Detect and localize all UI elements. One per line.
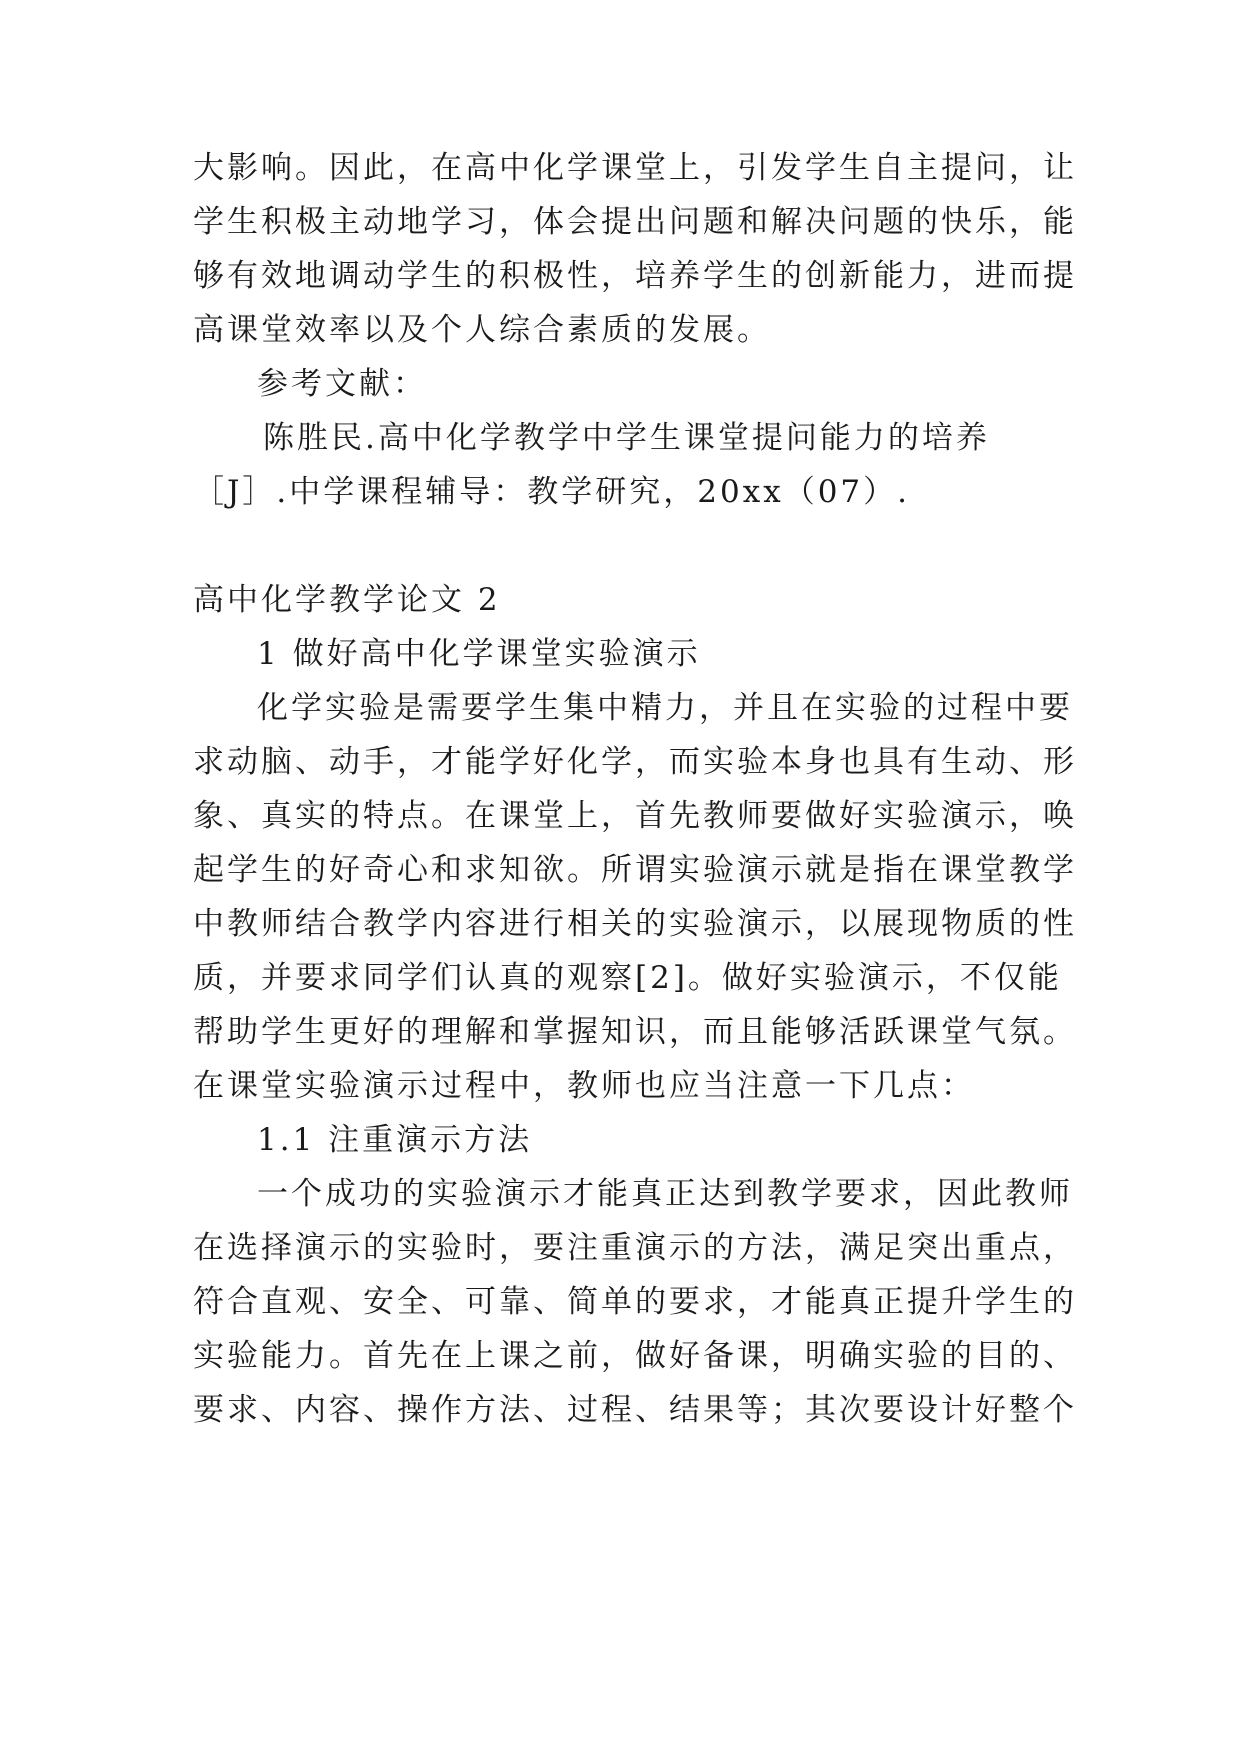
paragraph-line: 大影响。因此，在高中化学课堂上，引发学生自主提问，让 (193, 150, 1077, 186)
subsection-heading: 1 做好高中化学课堂实验演示 (257, 636, 701, 672)
paragraph-line: 学生积极主动地学习，体会提出问题和解决问题的快乐，能 (193, 204, 1077, 240)
paragraph-line: 中教师结合教学内容进行相关的实验演示，以展现物质的性 (193, 906, 1077, 942)
paragraph-line: 象、真实的特点。在课堂上，首先教师要做好实验演示，唤 (193, 798, 1077, 834)
paragraph-line: 符合直观、安全、可靠、简单的要求，才能真正提升学生的 (193, 1284, 1077, 1320)
paragraph-line: 一个成功的实验演示才能真正达到教学要求，因此教师 (257, 1176, 1073, 1212)
paragraph-line: 够有效地调动学生的积极性，培养学生的创新能力，进而提 (193, 258, 1077, 294)
paragraph-line: 起学生的好奇心和求知欲。所谓实验演示就是指在课堂教学 (193, 852, 1077, 888)
reference-entry: 陈胜民.高中化学教学中学生课堂提问能力的培养 (263, 420, 990, 456)
paragraph-line: 要求、内容、操作方法、过程、结果等；其次要设计好整个 (193, 1392, 1077, 1428)
reference-entry-continued: ［J］.中学课程辅导：教学研究，20xx（07）. (193, 474, 910, 510)
paragraph-line: 高课堂效率以及个人综合素质的发展。 (193, 312, 771, 348)
paragraph-line: 在选择演示的实验时，要注重演示的方法，满足突出重点， (193, 1230, 1077, 1266)
paragraph-line: 求动脑、动手，才能学好化学，而实验本身也具有生动、形 (193, 744, 1077, 780)
paragraph-line: 化学实验是需要学生集中精力，并且在实验的过程中要 (257, 690, 1073, 726)
references-heading: 参考文献： (257, 366, 427, 402)
paragraph-line: 质，并要求同学们认真的观察[2]。做好实验演示，不仅能 (193, 960, 1062, 996)
paragraph-line: 实验能力。首先在上课之前，做好备课，明确实验的目的、 (193, 1338, 1077, 1374)
subsection-heading: 1.1 注重演示方法 (257, 1122, 533, 1158)
paragraph-line: 帮助学生更好的理解和掌握知识，而且能够活跃课堂气氛。 (193, 1014, 1077, 1050)
section-title: 高中化学教学论文 2 (193, 582, 501, 618)
paragraph-line: 在课堂实验演示过程中，教师也应当注意一下几点： (193, 1068, 975, 1104)
